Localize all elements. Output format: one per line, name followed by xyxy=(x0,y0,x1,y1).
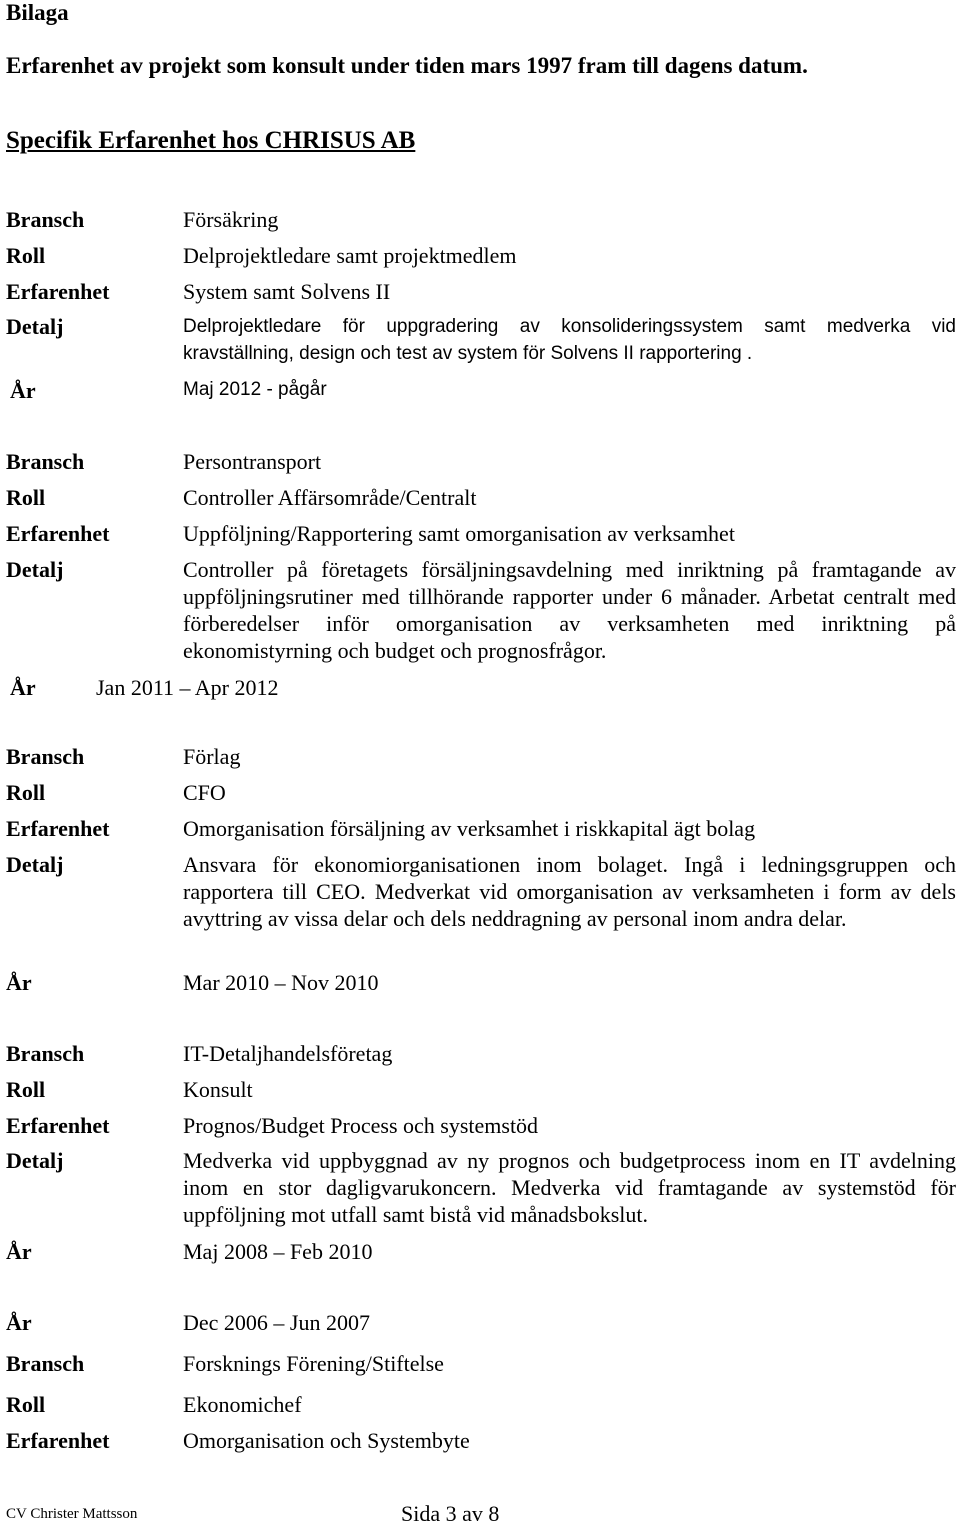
value-bransch: Forsknings Förening/Stiftelse xyxy=(183,1351,444,1376)
value-detalj: Delprojektledare för uppgradering av konsolideringssystem samt medverka vid kravställning, design och test av system för Solvens II rapportering . xyxy=(183,316,956,364)
label-erfarenhet: Erfarenhet xyxy=(6,1113,110,1138)
value-erfarenhet: System samt Solvens II xyxy=(183,279,391,304)
value-detalj: Controller på företagets försäljningsavdelning med inriktning på framtagande av uppföljningsrutiner med tillhörande rapporter under 6 månader. Arbetat centralt med förberedelser inför omorganisation av verksamheten med inriktning på ekonomistyrning och budget och prognosfrågor. xyxy=(183,557,956,663)
label-erfarenhet: Erfarenhet xyxy=(6,1428,110,1453)
value-ar: Mar 2010 – Nov 2010 xyxy=(183,970,379,995)
label-roll: Roll xyxy=(6,243,46,268)
label-ar: År xyxy=(6,1239,32,1264)
label-detalj: Detalj xyxy=(6,1148,64,1173)
label-ar: År xyxy=(6,970,32,995)
label-detalj: Detalj xyxy=(6,852,64,877)
value-ar: Jan 2011 – Apr 2012 xyxy=(96,675,279,700)
label-roll: Roll xyxy=(6,780,46,805)
label-bransch: Bransch xyxy=(6,1351,85,1376)
label-erfarenhet: Erfarenhet xyxy=(6,279,110,304)
value-erfarenhet: Prognos/Budget Process och systemstöd xyxy=(183,1113,539,1138)
footer-author: CV Christer Mattsson xyxy=(6,1506,138,1522)
value-roll: Controller Affärsområde/Centralt xyxy=(183,485,477,510)
label-detalj: Detalj xyxy=(6,314,64,339)
value-roll: Konsult xyxy=(183,1077,253,1102)
label-erfarenhet: Erfarenhet xyxy=(6,521,110,546)
label-detalj: Detalj xyxy=(6,557,64,582)
label-roll: Roll xyxy=(6,1392,46,1417)
value-ar: Maj 2008 – Feb 2010 xyxy=(183,1239,373,1264)
value-erfarenhet: Uppföljning/Rapportering samt omorganisation av verksamhet xyxy=(183,521,735,546)
value-detalj: Ansvara för ekonomiorganisationen inom bolaget. Ingå i ledningsgruppen och rapportera till CEO. Medverkat vid omorganisation av verksamheten i form av dels avyttring av vissa delar och dels neddragning av personal inom andra delar. xyxy=(183,852,956,931)
value-erfarenhet: Omorganisation försäljning av verksamhet i riskkapital ägt bolag xyxy=(183,816,756,841)
section-title: Specifik Erfarenhet hos CHRISUS AB xyxy=(6,127,416,154)
footer-page-number: Sida 3 av 8 xyxy=(401,1501,500,1526)
label-roll: Roll xyxy=(6,1077,46,1102)
label-bransch: Bransch xyxy=(6,744,85,769)
label-bransch: Bransch xyxy=(6,449,85,474)
label-bransch: Bransch xyxy=(6,207,85,232)
label-erfarenhet: Erfarenhet xyxy=(6,816,110,841)
label-roll: Roll xyxy=(6,485,46,510)
label-ar: År xyxy=(6,1310,32,1335)
value-roll: Ekonomichef xyxy=(183,1392,302,1417)
value-ar: Maj 2012 - pågår xyxy=(183,379,327,400)
label-ar: År xyxy=(10,675,36,700)
value-bransch: Försäkring xyxy=(183,207,279,232)
value-detalj: Medverka vid uppbyggnad av ny prognos och budgetprocess inom en IT avdelning inom en stor dagligvarukoncern. Medverka vid framtagande av systemstöd för uppföljning mot utfall samt bistå vid månadsbokslut. xyxy=(183,1148,956,1227)
value-bransch: Persontransport xyxy=(183,449,322,474)
label-ar: År xyxy=(10,378,36,403)
value-roll: CFO xyxy=(183,780,226,805)
page-heading: Bilaga xyxy=(6,0,69,25)
value-ar: Dec 2006 – Jun 2007 xyxy=(183,1310,370,1335)
value-erfarenhet: Omorganisation och Systembyte xyxy=(183,1428,470,1453)
value-roll: Delprojektledare samt projektmedlem xyxy=(183,243,517,268)
value-bransch: IT-Detaljhandelsföretag xyxy=(183,1041,393,1066)
intro-text: Erfarenhet av projekt som konsult under tiden mars 1997 fram till dagens datum. xyxy=(6,53,808,78)
value-bransch: Förlag xyxy=(183,744,241,769)
label-bransch: Bransch xyxy=(6,1041,85,1066)
